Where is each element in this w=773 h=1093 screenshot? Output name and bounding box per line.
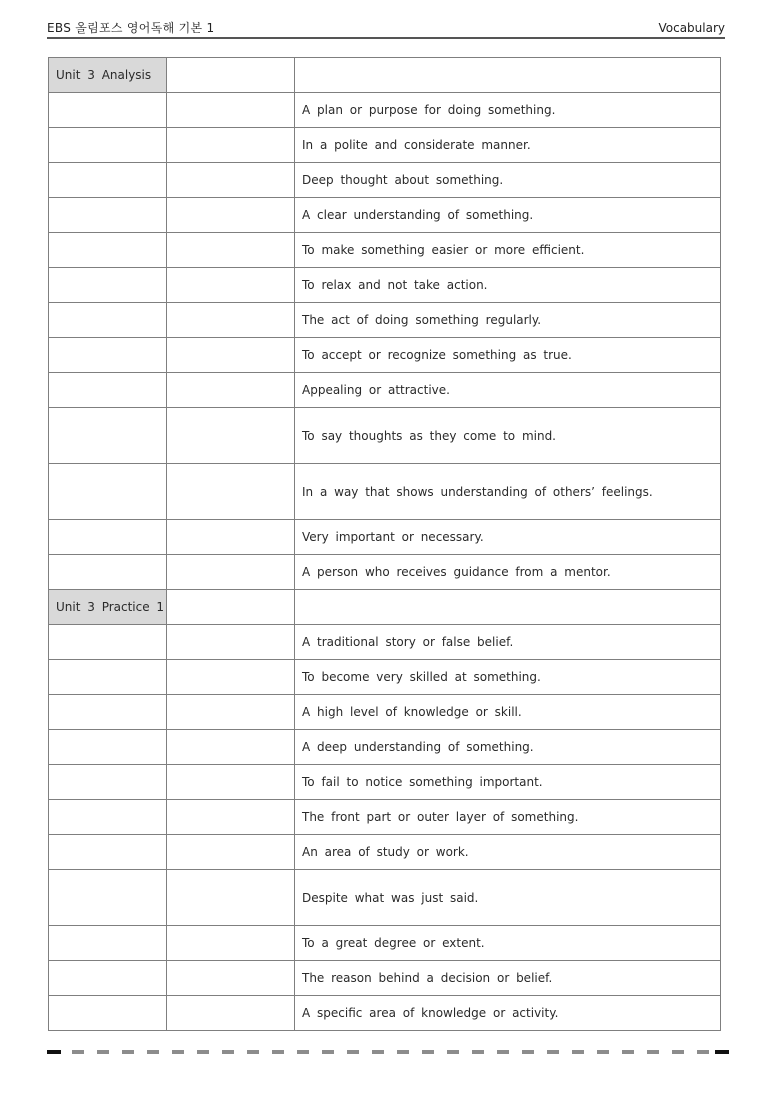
- table-row: [49, 835, 721, 870]
- table-row: [49, 268, 721, 303]
- book-title: EBS 올림포스 영어독해 기본 1: [47, 21, 215, 35]
- definition-cell: Despite what was just said.: [295, 870, 721, 926]
- definition-cell: A traditional story or false belief.: [295, 625, 721, 660]
- table-row: [49, 464, 721, 520]
- word-cell: [49, 268, 167, 303]
- meaning-cell: [167, 870, 295, 926]
- definition-cell: An area of study or work.: [295, 835, 721, 870]
- word-cell: [49, 695, 167, 730]
- definition-cell: A specific area of knowledge or activity.: [295, 996, 721, 1031]
- meaning-cell: [167, 520, 295, 555]
- word-cell: [49, 128, 167, 163]
- meaning-cell: [167, 128, 295, 163]
- definition-cell: To fail to notice something important.: [295, 765, 721, 800]
- meaning-cell: [167, 730, 295, 765]
- table-row: [49, 870, 721, 926]
- section-header-row: [49, 58, 721, 93]
- table-row: [49, 198, 721, 233]
- definition-cell: In a way that shows understanding of others’ feelings.: [295, 464, 721, 520]
- definition-cell: The front part or outer layer of something.: [295, 800, 721, 835]
- meaning-cell: [167, 303, 295, 338]
- definition-cell: The act of doing something regularly.: [295, 303, 721, 338]
- word-cell: [49, 464, 167, 520]
- section-header-row: [49, 590, 721, 625]
- word-cell: [49, 198, 167, 233]
- table-row: [49, 408, 721, 464]
- word-cell: [49, 800, 167, 835]
- meaning-cell: [167, 338, 295, 373]
- word-cell: [49, 163, 167, 198]
- meaning-cell: [167, 58, 295, 93]
- definition-cell: To say thoughts as they come to mind.: [295, 408, 721, 464]
- meaning-cell: [167, 555, 295, 590]
- meaning-cell: [167, 835, 295, 870]
- word-cell: [49, 625, 167, 660]
- definition-cell: To make something easier or more efficient.: [295, 233, 721, 268]
- table-row: [49, 926, 721, 961]
- meaning-cell: [167, 464, 295, 520]
- section-label: Vocabulary: [658, 21, 725, 35]
- meaning-cell: [167, 198, 295, 233]
- table-row: [49, 373, 721, 408]
- table-row: [49, 695, 721, 730]
- definition-cell: To accept or recognize something as true.: [295, 338, 721, 373]
- definition-cell: A plan or purpose for doing something.: [295, 93, 721, 128]
- vocabulary-table: [48, 57, 721, 1031]
- table-row: [49, 625, 721, 660]
- word-cell: [49, 93, 167, 128]
- word-cell: [49, 338, 167, 373]
- word-cell: [49, 233, 167, 268]
- word-cell: [49, 303, 167, 338]
- meaning-cell: [167, 268, 295, 303]
- word-cell: [49, 555, 167, 590]
- definition-cell: Very important or necessary.: [295, 520, 721, 555]
- meaning-cell: [167, 590, 295, 625]
- meaning-cell: [167, 660, 295, 695]
- table-row: [49, 93, 721, 128]
- definition-cell: A deep understanding of something.: [295, 730, 721, 765]
- word-cell: [49, 835, 167, 870]
- definition-cell: In a polite and considerate manner.: [295, 128, 721, 163]
- definition-cell: [295, 58, 721, 93]
- meaning-cell: [167, 163, 295, 198]
- table-row: [49, 338, 721, 373]
- definition-cell: A person who receives guidance from a mentor.: [295, 555, 721, 590]
- word-cell: [49, 408, 167, 464]
- word-cell: [49, 765, 167, 800]
- meaning-cell: [167, 765, 295, 800]
- footer-divider: [47, 1050, 729, 1054]
- table-row: [49, 520, 721, 555]
- definition-cell: A high level of knowledge or skill.: [295, 695, 721, 730]
- footer-divider-cap-right: [715, 1050, 729, 1054]
- meaning-cell: [167, 996, 295, 1031]
- word-cell: [49, 961, 167, 996]
- table-row: [49, 996, 721, 1031]
- meaning-cell: [167, 961, 295, 996]
- table-row: [49, 730, 721, 765]
- meaning-cell: [167, 625, 295, 660]
- meaning-cell: [167, 93, 295, 128]
- word-cell: [49, 996, 167, 1031]
- header-divider: [47, 37, 725, 39]
- footer-divider-cap-left: [47, 1050, 61, 1054]
- section-title: Unit 3 Analysis: [49, 58, 167, 93]
- table-row: [49, 555, 721, 590]
- word-cell: [49, 520, 167, 555]
- meaning-cell: [167, 233, 295, 268]
- table-row: [49, 660, 721, 695]
- word-cell: [49, 870, 167, 926]
- meaning-cell: [167, 695, 295, 730]
- section-title: Unit 3 Practice 1: [49, 590, 167, 625]
- word-cell: [49, 730, 167, 765]
- definition-cell: To a great degree or extent.: [295, 926, 721, 961]
- definition-cell: To relax and not take action.: [295, 268, 721, 303]
- table-row: [49, 233, 721, 268]
- table-row: [49, 128, 721, 163]
- table-row: [49, 303, 721, 338]
- meaning-cell: [167, 408, 295, 464]
- page-header: [47, 19, 725, 37]
- meaning-cell: [167, 800, 295, 835]
- definition-cell: Appealing or attractive.: [295, 373, 721, 408]
- definition-cell: To become very skilled at something.: [295, 660, 721, 695]
- definition-cell: The reason behind a decision or belief.: [295, 961, 721, 996]
- table-row: [49, 163, 721, 198]
- definition-cell: Deep thought about something.: [295, 163, 721, 198]
- definition-cell: A clear understanding of something.: [295, 198, 721, 233]
- definition-cell: [295, 590, 721, 625]
- table-row: [49, 800, 721, 835]
- meaning-cell: [167, 373, 295, 408]
- word-cell: [49, 926, 167, 961]
- word-cell: [49, 373, 167, 408]
- table-row: [49, 765, 721, 800]
- meaning-cell: [167, 926, 295, 961]
- table-row: [49, 961, 721, 996]
- word-cell: [49, 660, 167, 695]
